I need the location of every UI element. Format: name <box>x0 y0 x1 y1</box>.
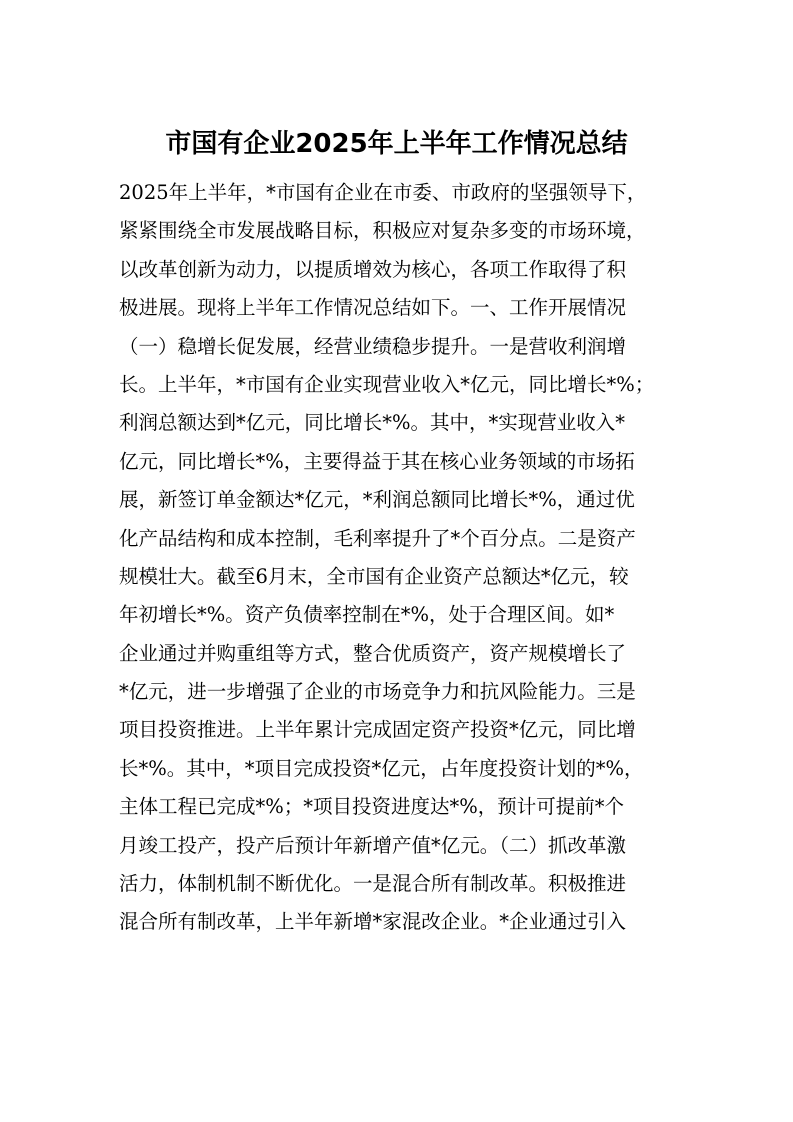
body-line: 以改革创新为动力，以提质增效为核心，各项工作取得了积 <box>119 257 627 281</box>
body-line: 2025年上半年，*市国有企业在市委、市政府的坚强领导下， <box>119 181 647 204</box>
body-line: 紧紧围绕全市发展战略目标，积极应对复杂多变的市场环境， <box>119 219 646 243</box>
body-line: 利润总额达到*亿元，同比增长*%。其中，*实现营业收入* <box>119 411 626 435</box>
body-line: 项目投资推进。上半年累计完成固定资产投资*亿元，同比增 <box>119 718 636 742</box>
body-line: *亿元，进一步增强了企业的市场竞争力和抗风险能力。三是 <box>119 680 636 704</box>
body-line: 长*%。其中，*项目完成投资*亿元，占年度投资计划的*%， <box>119 756 644 780</box>
body-line: 化产品结构和成本控制，毛利率提升了*个百分点。二是资产 <box>119 526 636 550</box>
body-line: 长。上半年，*市国有企业实现营业收入*亿元，同比增长*%； <box>119 372 655 396</box>
body-line: 月竣工投产，投产后预计年新增产值*亿元。（二）抓改革激 <box>119 833 627 857</box>
document-title: 市国有企业2025年上半年工作情况总结 <box>165 129 628 159</box>
body-line: 规模壮大。截至6月末，全市国有企业资产总额达*亿元，较 <box>119 564 629 588</box>
body-line: 亿元，同比增长*%，主要得益于其在核心业务领域的市场拓 <box>119 449 635 473</box>
document-body <box>119 174 679 942</box>
body-line: 混合所有制改革，上半年新增*家混改企业。*企业通过引入 <box>119 910 627 934</box>
body-line: 展，新签订单金额达*亿元，*利润总额同比增长*%，通过优 <box>119 488 635 512</box>
body-line: 极进展。现将上半年工作情况总结如下。一、工作开展情况 <box>119 296 627 320</box>
body-line: 活力，体制机制不断优化。一是混合所有制改革。积极推进 <box>119 872 627 896</box>
body-line: 年初增长*%。资产负债率控制在*%，处于合理区间。如* <box>119 603 615 627</box>
body-line: 主体工程已完成*%；*项目投资进度达*%，预计可提前*个 <box>119 795 625 819</box>
body-line: 企业通过并购重组等方式，整合优质资产，资产规模增长了 <box>119 641 627 665</box>
body-line: （一）稳增长促发展，经营业绩稳步提升。一是营收利润增 <box>119 334 627 358</box>
